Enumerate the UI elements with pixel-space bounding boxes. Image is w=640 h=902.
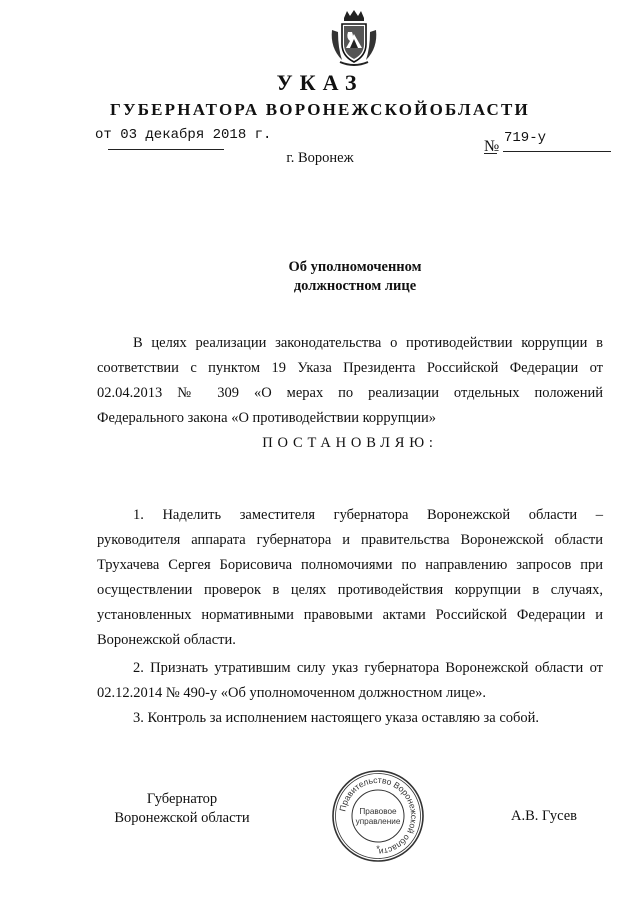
resolution-word: ПОСТАНОВЛЯЮ:	[262, 435, 438, 451]
text-line: 02.12.2014 № 490-у «Об уполномоченном должностном лице».	[97, 685, 487, 701]
decree-item-2	[97, 656, 603, 706]
stamp-ring-text: Правительство Воронежской области	[337, 774, 420, 858]
preamble-paragraph	[97, 331, 603, 431]
text-line: установленных нормативными правовыми актами Российской Федерации и	[97, 607, 603, 623]
signatory-title	[97, 790, 267, 828]
text-line: 3. Контроль за исполнением настоящего указа оставляю за собой.	[133, 710, 540, 726]
coat-of-arms-icon	[328, 8, 380, 68]
signatory-title-line: Воронежской области	[114, 810, 250, 826]
decree-date: от 03 декабря 2018 г.	[95, 127, 272, 143]
decree-item-1	[97, 503, 603, 653]
text-line: Федерального закона «О противодействии коррупции»	[97, 410, 437, 426]
text-line: В целях реализации законодательства о противодействии коррупции в	[133, 335, 603, 351]
city-name: г. Воронеж	[286, 150, 354, 166]
text-line: Трухачева Сергея Борисовича полномочиями по направлению запросов при	[97, 557, 603, 573]
text-line: соответствии с пунктом 19 Указа Президента Российской Федерации от	[97, 360, 603, 376]
stamp-center-text: управление	[355, 817, 401, 826]
official-stamp	[330, 768, 426, 864]
subject-line: Об уполномоченном	[288, 259, 422, 275]
signatory-name: А.В. Гусев	[511, 808, 577, 824]
text-line: руководителя аппарата губернатора и правительства Воронежской области	[97, 532, 603, 548]
text-line: 2. Признать утратившим силу указ губернатора Воронежской области от	[133, 660, 603, 676]
text-line: 02.04.2013 № 309 «О мерах по реализации отдельных положений	[97, 385, 603, 401]
text-line: 1. Наделить заместителя губернатора Воронежской области –	[133, 507, 603, 523]
subject-line: должностном лице	[293, 278, 417, 294]
number-sign: №	[484, 138, 500, 155]
document-type-title: УКАЗ	[276, 70, 364, 95]
decree-subject	[0, 258, 640, 296]
decree-number: 719-у	[504, 130, 547, 146]
decree-item-3	[97, 706, 603, 731]
stamp-center-text: Правовое	[359, 807, 397, 816]
text-line: Воронежской области.	[97, 632, 236, 648]
text-line: осуществлении проверок в целях противодействия коррупции в случаях,	[97, 582, 603, 598]
stamp-star: *	[376, 844, 380, 854]
issuer-title: ГУБЕРНАТОРА ВОРОНЕЖСКОЙОБЛАСТИ	[110, 100, 530, 119]
signatory-title-line: Губернатор	[146, 791, 218, 807]
